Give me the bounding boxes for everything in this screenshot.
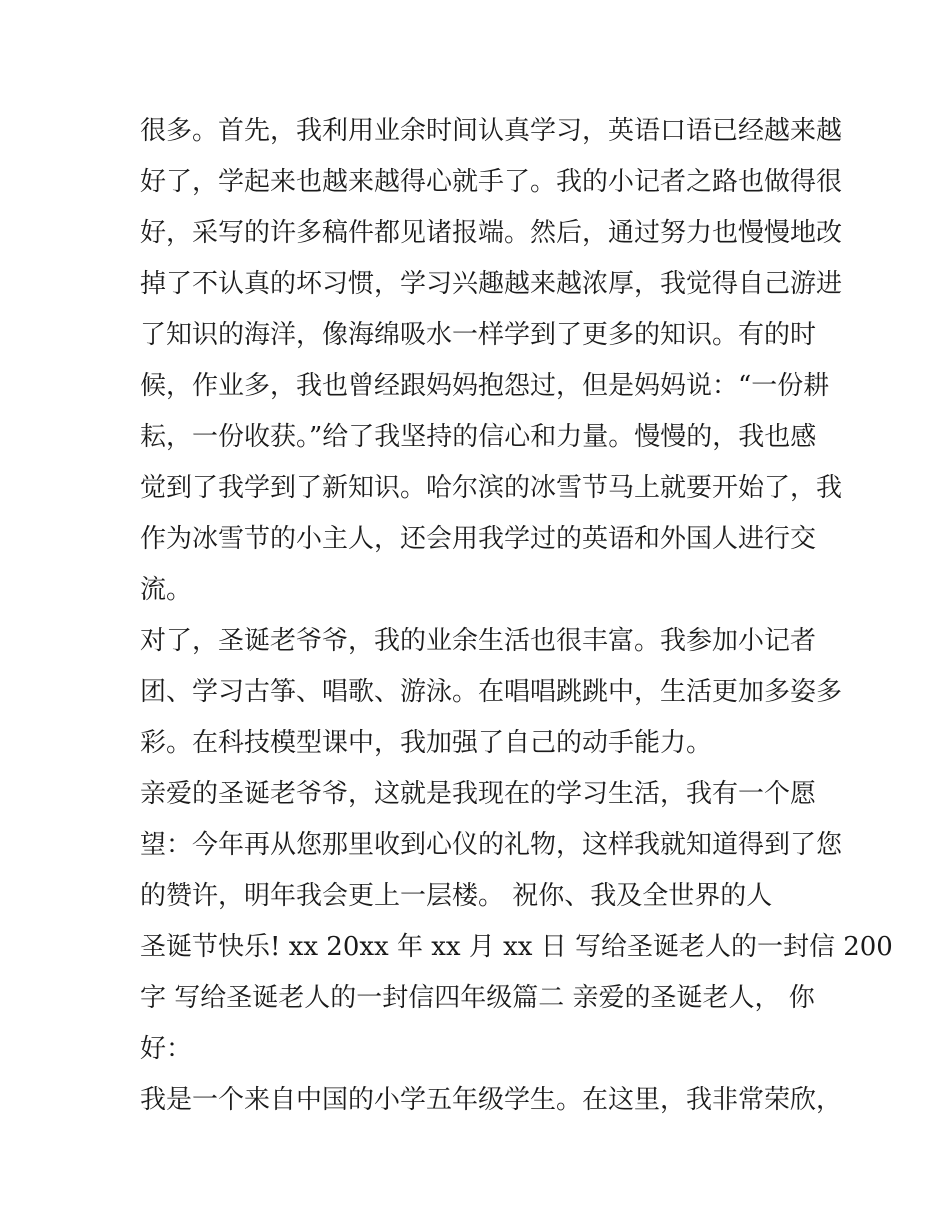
document-body — [140, 106, 893, 1126]
text-line: 对了，圣诞老爷爷，我的业余生活也很丰富。我参加小记者 — [140, 626, 817, 656]
text-line: 团、学习古筝、唱歌、游泳。在唱唱跳跳中，生活更加多姿多 — [140, 677, 843, 707]
text-line: 圣诞节快乐! xx 20xx 年 xx 月 xx 日 写给圣诞老人的一封信 200 — [140, 932, 893, 962]
text-line: 亲爱的圣诞老爷爷，这就是我现在的学习生活，我有一个愿 — [140, 779, 817, 809]
text-line: 好，采写的许多稿件都见诸报端。然后，通过努力也慢慢地改 — [140, 218, 843, 248]
text-line: 作为冰雪节的小主人，还会用我学过的英语和外国人进行交 — [140, 524, 817, 554]
text-line: 候，作业多，我也曾经跟妈妈抱怨过，但是妈妈说：“一份耕 — [140, 371, 830, 401]
text-line: 好了，学起来也越来越得心就手了。我的小记者之路也做得很 — [140, 167, 843, 197]
text-line: 字 写给圣诞老人的一封信四年级篇二 亲爱的圣诞老人， 你 — [140, 983, 815, 1013]
text-line: 好： — [140, 1034, 193, 1064]
text-line: 掉了不认真的坏习惯，学习兴趣越来越浓厚，我觉得自己游进 — [140, 269, 843, 299]
text-line: 很多。首先，我利用业余时间认真学习，英语口语已经越来越 — [140, 116, 843, 146]
text-line: 了知识的海洋，像海绵吸水一样学到了更多的知识。有的时 — [140, 320, 817, 350]
text-line: 觉到了我学到了新知识。哈尔滨的冰雪节马上就要开始了，我 — [140, 473, 843, 503]
text-line: 我是一个来自中国的小学五年级学生。在这里，我非常荣欣， — [140, 1085, 843, 1115]
text-line: 彩。在科技模型课中，我加强了自己的动手能力。 — [140, 728, 713, 758]
text-line: 耘，一份收获。”给了我坚持的信心和力量。慢慢的，我也感 — [140, 422, 817, 452]
text-line: 望：今年再从您那里收到心仪的礼物，这样我就知道得到了您 — [140, 830, 843, 860]
text-line: 的赞许，明年我会更上一层楼。 祝你、我及全世界的人 — [140, 881, 773, 911]
text-line: 流。 — [140, 575, 193, 605]
